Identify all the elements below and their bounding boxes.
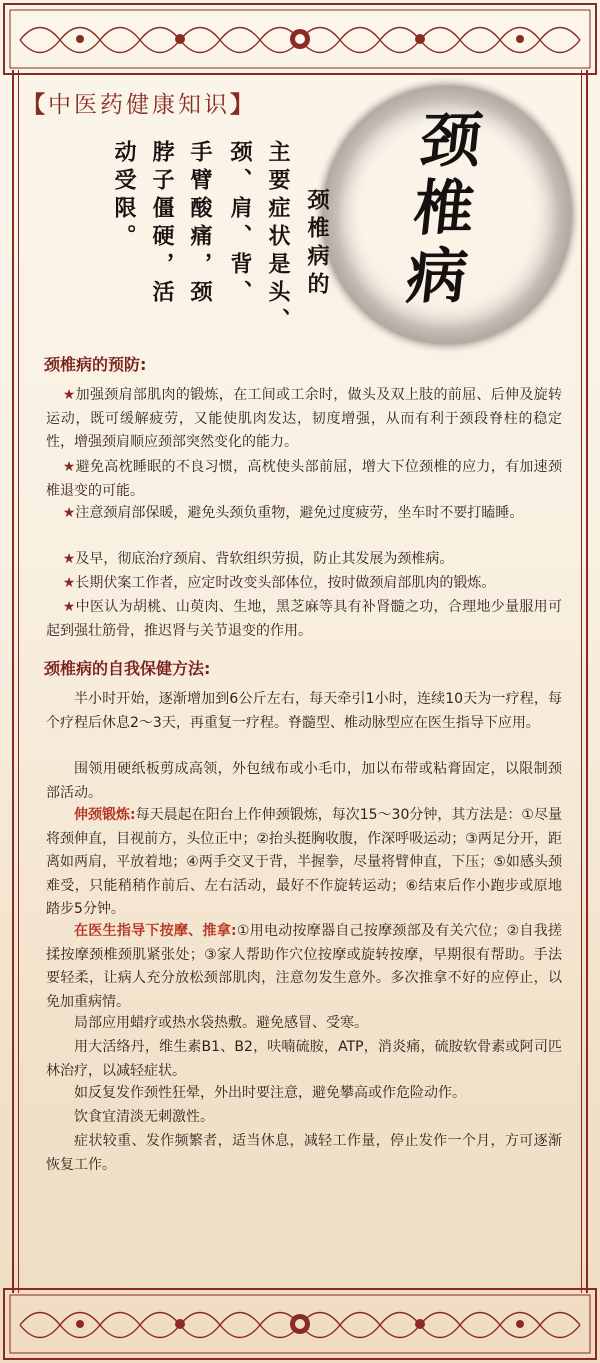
- left-border-line: [12, 70, 19, 1293]
- massage-heading: 在医生指导下按摩、推拿:: [74, 923, 237, 939]
- intro-column-1: 颈椎病的: [304, 188, 330, 300]
- prevention-item-4: ★及早，彻底治疗颈肩、背软组织劳损，防止其发展为颈椎病。: [62, 551, 454, 567]
- prevention-title: 颈椎病的预防:: [44, 355, 147, 374]
- star-bullet-icon: ★: [62, 459, 76, 475]
- header-label: [22, 86, 256, 119]
- prevention-item-3: ★注意颈肩部保暖，避免头颈负重物，避免过度疲劳，坐车时不要打瞌睡。: [62, 505, 524, 521]
- prevention-item-2: ★避免高枕睡眠的不良习惯，高枕使头部前屈，增大下位颈椎的应力，有加速颈椎退变的可能。: [46, 459, 562, 499]
- prevention-item-5: ★长期伏案工作者，应定时改变头部体位，按时做颈肩部肌肉的锻炼。: [62, 575, 496, 591]
- intro-column-5: 脖子僵硬，活: [149, 140, 175, 308]
- star-bullet-icon: ★: [62, 575, 76, 591]
- title-calligraphy: 颈椎病: [393, 108, 485, 312]
- top-ornament-border: [0, 0, 600, 78]
- neck-exercise-body: 每天晨起在阳台上作伸颈锻炼，每次15～30分钟，其方法是：①尽量将颈伸直，目视前方，头位正中；②抬头挺胸收腹，作深呼吸运动；③两足分开，距离如两肩，平放着地；④两手交叉于背，半握拳，尽量将臂伸直，下压；⑤如感头颈难受，只能稍稍作前后、左右活动，最好不作旋转运动；⑥结束后作小跑步或原地踏步5分钟。: [46, 807, 562, 917]
- prevention-item-1: ★加强颈肩部肌肉的锻炼，在工间或工余时，做头及双上肢的前屈、后伸及旋转运动，既可缓解疲劳，又能使肌肉发达，韧度增强，从而有利于颈段脊柱的稳定性，增强颈肩顺应颈部突然变化的能力。: [46, 387, 562, 450]
- selfcare-massage: [46, 920, 562, 1014]
- star-bullet-icon: ★: [62, 599, 76, 615]
- selfcare-traction-text: 半小时开始，逐渐增加到6公斤左右，每天牵引1小时，连续10天为一疗程，每个疗程后休息2～3天，再重复一疗程。脊髓型、椎动脉型应在医生指导下应用。: [46, 691, 562, 731]
- selfcare-rest-text: 症状较重、发作频繁者，适当休息，减轻工作量，停止发作一个月，方可逐渐恢复工作。: [46, 1133, 562, 1173]
- selfcare-diet-text: 饮食宜清淡无刺激性。: [74, 1109, 214, 1125]
- selfcare-heat-text: 局部应用蜡疗或热水袋热敷。避免感冒、受寒。: [74, 1015, 368, 1031]
- selfcare-collar-text: 围领用硬纸板剪成高领，外包绒布或小毛巾，加以布带或粘膏固定，以限制颈部活动。: [46, 761, 562, 801]
- header-bracket-open: 【: [22, 92, 48, 118]
- star-bullet-icon: ★: [62, 551, 76, 567]
- star-bullet-icon: ★: [62, 505, 76, 521]
- neck-exercise-heading: 伸颈锻炼:: [74, 807, 136, 823]
- selfcare-title: 颈椎病的自我保健方法:: [44, 659, 211, 678]
- selfcare-medicine-text: 用大活络丹，维生素B1、B2，呋喃硫胺，ATP，消炎痛，硫胺软骨素或阿司匹林治疗，以减轻症状。: [46, 1039, 562, 1079]
- bottom-ornament-border: [0, 1285, 600, 1363]
- intro-column-3: 颈、肩、背、: [227, 140, 253, 308]
- intro-column-6: 动受限。: [111, 140, 137, 252]
- right-border-line: [581, 70, 588, 1293]
- header-text: 中医药健康知识: [48, 92, 230, 118]
- intro-column-2: 主要症状是头、: [265, 140, 291, 336]
- intro-column-4: 手臂酸痛，颈: [187, 140, 213, 308]
- massage-body: ①用电动按摩器自己按摩颈部及有关穴位；②自我搓揉按摩颈椎颈肌紧张处；③家人帮助作穴位按摩或旋转按摩，早期很有帮助。手法要轻柔，让病人充分放松颈部肌肉，注意勿发生意外。多次推拿不好的应停止，以免加重病情。: [46, 923, 562, 1010]
- prevention-item-6: ★中医认为胡桃、山萸肉、生地，黑芝麻等具有补肾髓之功，合理地少量服用可起到强壮筋骨，推迟肾与关节退变的作用。: [46, 599, 562, 639]
- selfcare-vertigo-text: 如反复发作颈性狂晕，外出时要注意，避免攀高或作危险动作。: [74, 1085, 466, 1101]
- header-bracket-close: 】: [230, 92, 256, 118]
- star-bullet-icon: ★: [62, 387, 76, 403]
- selfcare-neck-exercise: [46, 804, 562, 922]
